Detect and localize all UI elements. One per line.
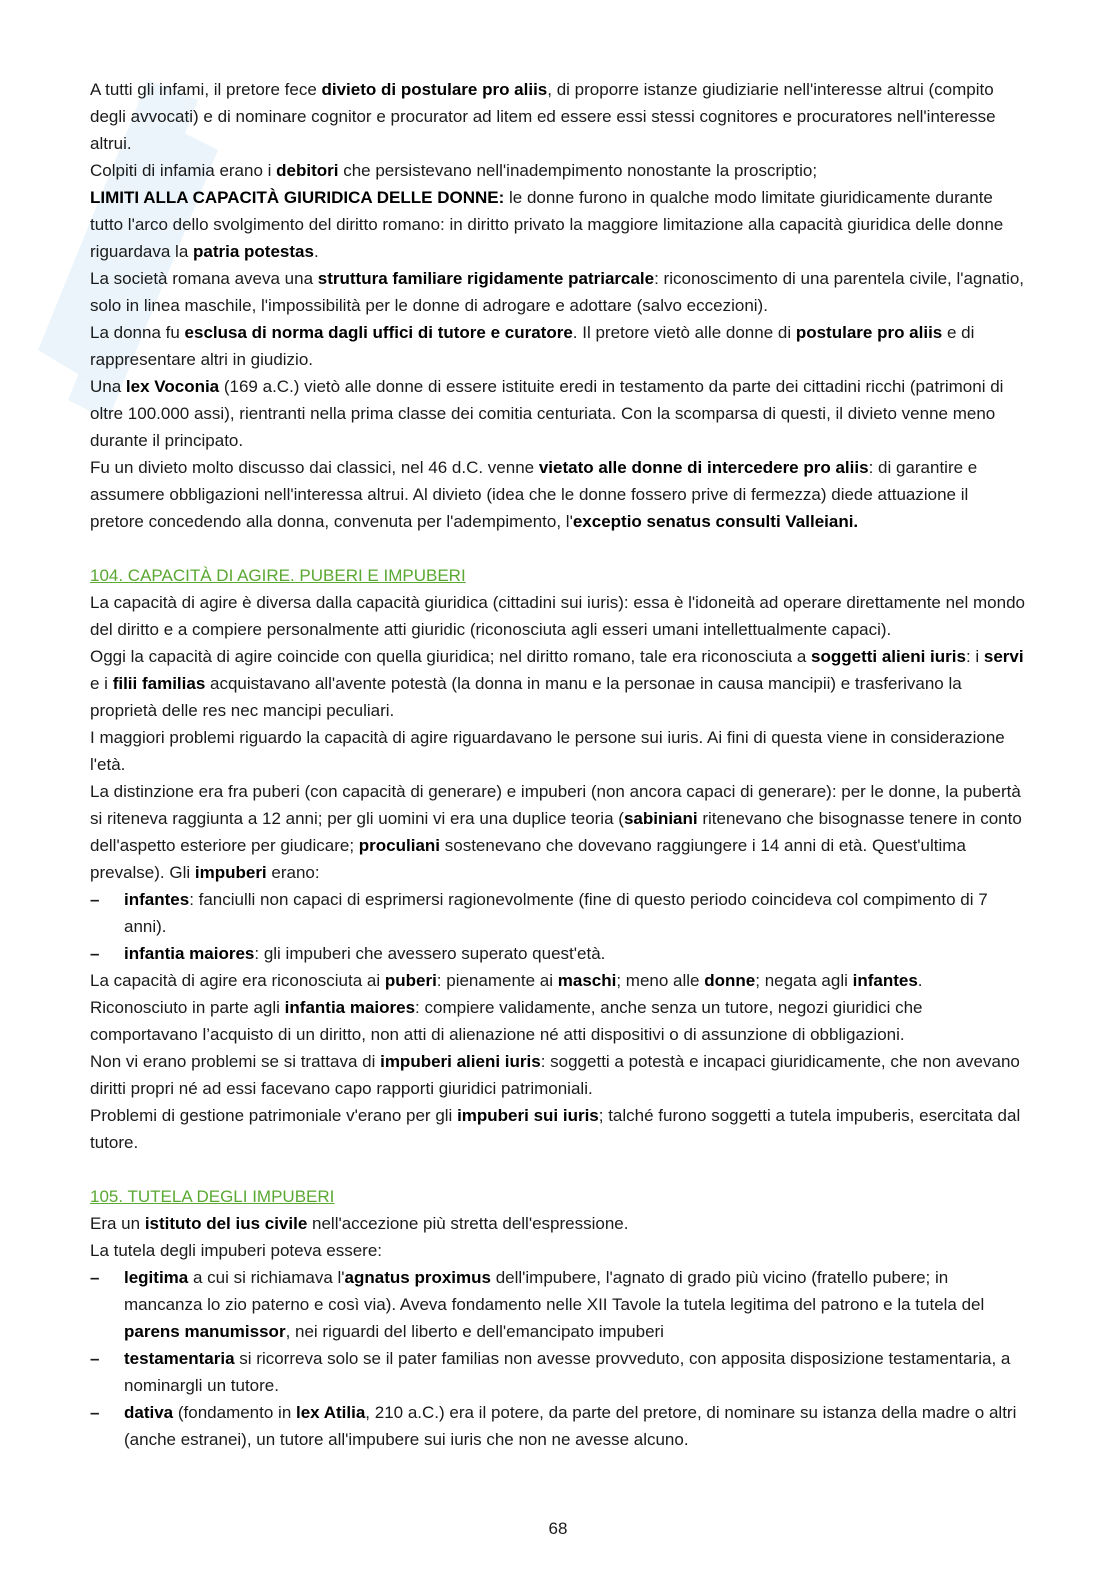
paragraph: Colpiti di infamia erano i debitori che persistevano nell'inadempimento nonostante la proscriptio; (90, 161, 818, 180)
paragraph: La donna fu esclusa di norma dagli uffici di tutore e curatore. Il pretore vietò alle donne di postulare pro aliis e di rappresentare altri in giudizio. (90, 323, 975, 369)
paragraph: Non vi erano problemi se si trattava di impuberi alieni iuris: soggetti a potestà e incapaci giuridicamente, che non avevano diritti propri né ad essi facevano capo rapporti giuridici patrimoniali. (90, 1052, 1020, 1098)
paragraph: Riconosciuto in parte agli infantia maiores: compiere validamente, anche senza un tutore, negozi giuridici che comportavano l’acquisto di un diritto, non atti di alienazione né atti dispositivi o di assunzione di obbligazioni. (90, 998, 923, 1044)
tutela-list (90, 1264, 1026, 1453)
list-item: – dativa (fondamento in lex Atilia, 210 a.C.) era il potere, da parte del pretore, di nominare su istanza della madre o altri (anche estranei), un tutore all'impubere sui iuris che non ne avesse alcuno. (90, 1399, 1026, 1453)
paragraph: La distinzione era fra puberi (con capacità di generare) e impuberi (non ancora capaci di generare): per le donne, la pubertà si riteneva raggiunta a 12 anni; per gli uomini vi era una duplice teoria (sabiniani ritenevano che bisognasse tenere in conto dell'aspetto esteriore per giudicare; proculiani sostenevano che dovevano raggiungere i 14 anni di età. Quest'ultima prevalse). Gli impuberi erano: (90, 782, 1022, 882)
paragraph: La società romana aveva una struttura familiare rigidamente patriarcale: riconoscimento di una parentela civile, l'agnatio, solo in linea maschile, l'impossibilità per le donne di adrogare e adottare (salvo eccezioni). (90, 269, 1025, 315)
paragraph: LIMITI ALLA CAPACITÀ GIURIDICA DELLE DONNE: le donne furono in qualche modo limitate giuridicamente durante tutto l'arco dello svolgimento del diritto romano: in diritto privato la maggiore limitazione alla capacità giuridica delle donne riguardava la patria potestas. (90, 188, 1004, 261)
document-page (90, 76, 1026, 1453)
list-item: – infantia maiores: gli impuberi che avessero superato quest'età. (90, 940, 1026, 967)
page-number: 68 (548, 1519, 568, 1538)
paragraph: A tutti gli infami, il pretore fece divieto di postulare pro aliis, di proporre istanze giudiziarie nell'interesse altrui (compito degli avvocati) e di nominare cognitor e procurator ad litem ed essere essi stessi cognitores e procuratores nell'interesse altrui. (90, 80, 996, 153)
paragraph: La capacità di agire era riconosciuta ai puberi: pienamente ai maschi; meno alle donne; negata agli infantes. (90, 971, 923, 990)
paragraph: La tutela degli impuberi poteva essere: (90, 1241, 383, 1260)
paragraph: Una lex Voconia (169 a.C.) vietò alle donne di essere istituite eredi in testamento da parte dei cittadini ricchi (patrimoni di oltre 100.000 assi), rientranti nella prima classe dei comitia centuriata. Con la scomparsa di questi, il divieto venne meno durante il principato. (90, 377, 1004, 450)
paragraph: Oggi la capacità di agire coincide con quella giuridica; nel diritto romano, tale era riconosciuta a soggetti alieni iuris: i servi e i filii familias acquistavano all'avente potestà (la donna in manu e la personae in causa mancipii) e trasferivano la proprietà delle res nec mancipi peculiari. (90, 647, 1024, 720)
paragraph: La capacità di agire è diversa dalla capacità giuridica (cittadini sui iuris): essa è l'idoneità ad operare direttamente nel mondo del diritto e a compiere personalmente atti giuridic (riconosciuta agli esseri umani intellettualmente capaci). (90, 593, 1025, 639)
list-item: – legitima a cui si richiamava l'agnatus proximus dell'impubere, l'agnato di grado più vicino (fratello pubere; in mancanza lo zio paterno e così via). Aveva fondamento nelle XII Tavole la tutela legitima del patrono e la tutela del parens manumissor, nei riguardi del liberto e dell'emancipato impuberi (90, 1264, 1026, 1345)
paragraph: Fu un divieto molto discusso dai classici, nel 46 d.C. venne vietato alle donne di intercedere pro aliis: di garantire e assumere obbligazioni nell'interessa altrui. Al divieto (idea che le donne fossero prive di fermezza) diede attuazione il pretore concedendo alla donna, convenuta per l'adempimento, l'exceptio senatus consulti Valleiani. (90, 458, 978, 531)
paragraph: Problemi di gestione patrimoniale v'erano per gli impuberi sui iuris; talché furono soggetti a tutela impuberis, esercitata dal tutore. (90, 1106, 1021, 1152)
paragraph: I maggiori problemi riguardo la capacità di agire riguardavano le persone sui iuris. Ai fini di questa viene in considerazione l'età. (90, 728, 1005, 774)
impuberi-list (90, 886, 1026, 967)
section-heading-105: 105. TUTELA DEGLI IMPUBERI (90, 1187, 335, 1206)
section-heading-104: 104. CAPACITÀ DI AGIRE. PUBERI E IMPUBERI (90, 566, 466, 585)
list-item: – infantes: fanciulli non capaci di esprimersi ragionevolmente (fine di questo periodo coincideva col compimento di 7 anni). (90, 886, 1026, 940)
list-item: – testamentaria si ricorreva solo se il pater familias non avesse provveduto, con apposita disposizione testamentaria, a nominargli un tutore. (90, 1345, 1026, 1399)
paragraph: Era un istituto del ius civile nell'accezione più stretta dell'espressione. (90, 1214, 629, 1233)
